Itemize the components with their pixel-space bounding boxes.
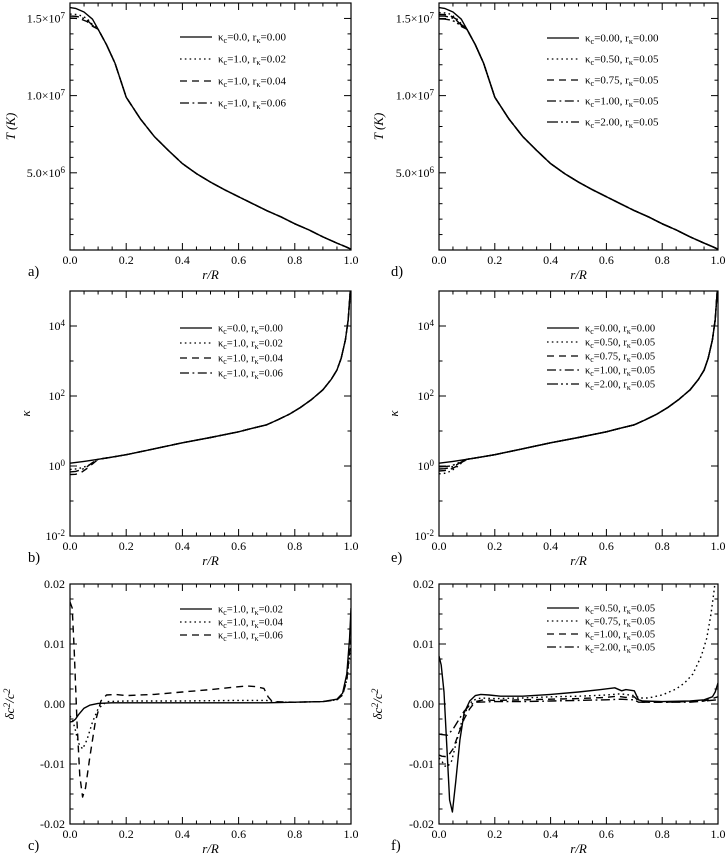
y-tick-label: -0.01 [409,757,434,771]
y-tick-label: $1.5\times 10^7$ [26,10,65,26]
panel-a-temperature-chart [0,0,363,288]
x-tick-label: 0.4 [543,539,559,553]
legend-label: $\kappa_c=1.0$, $r_\kappa=0.06$ [218,97,286,111]
axis-box [439,584,718,824]
x-tick-label: 1.0 [710,539,726,553]
y-tick-label: 0.02 [44,577,65,591]
x-tick-label: 0.4 [543,827,559,841]
curve-dotted [70,14,351,249]
x-tick-label: 0.0 [431,253,447,267]
curve-dashed [70,18,351,249]
legend-label: $\kappa_c=1.0$, $r_\kappa=0.02$ [218,53,286,67]
legend-label: $\kappa_c=1.00$, $r_\kappa=0.05$ [585,629,656,642]
x-axis-label: r/R [202,267,219,282]
y-tick-label: $5.0\times 10^6$ [26,164,65,180]
x-tick-label: 0.0 [431,827,447,841]
x-tick-label: 0.6 [231,539,247,553]
y-axis-label: T (K) [3,112,18,141]
curve-dashdot [439,699,718,735]
y-tick-label: $1.5\times 10^7$ [395,10,434,26]
x-tick-label: 0.8 [287,827,303,841]
panel-letter: c) [28,838,40,854]
panel-letter: b) [28,550,41,566]
y-tick-label: 0.00 [44,697,65,711]
y-tick-label: -0.01 [40,757,65,771]
x-tick-label: 0.6 [231,827,247,841]
panel-d-temperature-chart [363,0,727,288]
y-axis-label: κ [386,410,401,417]
y-tick-label: $10^{-2}$ [414,528,434,543]
x-tick-label: 0.8 [654,253,670,267]
panel-letter: f) [391,838,401,854]
curve-dotted [70,644,351,749]
legend-label: $\kappa_c=0.50$, $r_\kappa=0.05$ [585,337,656,350]
legend-label: $\kappa_c=0.00$, $r_\kappa=0.00$ [585,32,659,46]
curve-solid [439,656,718,812]
legend-label: $\kappa_c=1.0$, $r_\kappa=0.04$ [218,353,283,366]
x-tick-label: 0.8 [287,253,303,267]
x-tick-label: 0.6 [598,827,614,841]
panel-e-opacity-chart [363,288,727,576]
legend-label: $\kappa_c=1.0$, $r_\kappa=0.02$ [218,338,283,351]
x-tick-label: 0.2 [118,827,134,841]
y-tick-label: 0.01 [413,637,434,651]
x-axis-label: r/R [570,267,587,282]
x-tick-label: 0.0 [62,253,78,267]
y-tick-label: $10^2$ [417,388,434,403]
x-tick-label: 0.4 [174,253,190,267]
x-axis-label: r/R [202,553,219,568]
x-tick-label: 0.2 [118,539,134,553]
x-tick-label: 1.0 [710,827,726,841]
curve-dashdot [439,288,718,469]
x-tick-label: 0.2 [487,539,503,553]
y-tick-label: $5.0\times 10^6$ [395,164,434,180]
y-axis-label: $\delta c^2/c^2$ [2,688,17,720]
curve-dashed [439,14,718,249]
curve-dotted [439,288,718,474]
legend-label: $\kappa_c=1.0$, $r_\kappa=0.02$ [218,604,283,617]
legend-label: $\kappa_c=1.0$, $r_\kappa=0.04$ [218,617,283,630]
x-axis-label: r/R [570,841,587,856]
curve-dotted [439,13,718,250]
y-tick-label: 0.02 [413,577,434,591]
curve-dashdot [70,288,351,472]
x-tick-label: 0.8 [654,539,670,553]
legend-label: $\kappa_c=0.75$, $r_\kappa=0.05$ [585,616,656,629]
y-tick-label: $10^0$ [48,458,65,473]
x-tick-label: 0.4 [543,253,559,267]
legend-label: $\kappa_c=1.00$, $r_\kappa=0.05$ [585,365,656,378]
x-tick-label: 0.2 [487,827,503,841]
x-tick-label: 1.0 [343,253,359,267]
curve-dotted [70,288,351,469]
y-axis-label: $\delta c^2/c^2$ [370,688,385,720]
x-tick-label: 0.2 [118,253,134,267]
y-tick-label: -0.02 [409,817,434,831]
panel-letter: d) [391,264,404,280]
x-tick-label: 0.4 [174,827,190,841]
axis-box [70,3,351,250]
curve-dashdot [439,16,718,249]
x-axis-label: r/R [202,841,219,856]
panel-c-soundspeed-chart [0,576,363,864]
y-axis-label: κ [18,410,33,417]
legend-label: $\kappa_c=1.0$, $r_\kappa=0.04$ [218,75,286,89]
legend-label: $\kappa_c=0.50$, $r_\kappa=0.05$ [585,603,656,616]
legend-label: $\kappa_c=2.00$, $r_\kappa=0.05$ [585,642,656,655]
axis-box [70,584,351,824]
y-tick-label: $10^0$ [417,458,434,473]
x-tick-label: 1.0 [710,253,726,267]
axis-box [439,3,718,250]
curve-solid [70,608,351,722]
curve-dashed [70,288,351,475]
panel-letter: a) [28,264,40,280]
legend-label: $\kappa_c=0.0$, $r_\kappa=0.00$ [218,323,283,336]
x-tick-label: 0.6 [598,539,614,553]
y-tick-label: $10^4$ [417,318,434,333]
panel-b-opacity-chart [0,288,363,576]
y-tick-label: 0.00 [413,697,434,711]
legend-label: $\kappa_c=0.75$, $r_\kappa=0.05$ [585,74,659,88]
x-tick-label: 0.8 [287,539,303,553]
curve-dashdotdot [439,19,718,249]
y-tick-label: $10^2$ [48,388,65,403]
legend-label: $\kappa_c=1.0$, $r_\kappa=0.06$ [218,368,283,381]
x-tick-label: 1.0 [343,539,359,553]
x-tick-label: 1.0 [343,827,359,841]
x-tick-label: 0.2 [487,253,503,267]
x-tick-label: 0.6 [598,253,614,267]
y-tick-label: 0.01 [44,637,65,651]
legend-label: $\kappa_c=1.0$, $r_\kappa=0.06$ [218,630,283,643]
curve-solid [439,8,718,250]
x-tick-label: 0.0 [62,827,78,841]
legend-label: $\kappa_c=0.50$, $r_\kappa=0.05$ [585,53,659,67]
y-tick-label: $10^4$ [48,318,65,333]
legend-label: $\kappa_c=0.0$, $r_\kappa=0.00$ [218,31,286,45]
x-tick-label: 0.0 [62,539,78,553]
panel-f-soundspeed-chart [363,576,727,864]
x-tick-label: 0.8 [654,827,670,841]
x-tick-label: 0.6 [231,253,247,267]
x-tick-label: 0.4 [174,539,190,553]
curve-dashed [439,696,718,757]
curve-dashed [439,288,718,471]
legend-label: $\kappa_c=0.75$, $r_\kappa=0.05$ [585,351,656,364]
panel-letter: e) [391,550,403,566]
y-tick-label: $1.0\times 10^7$ [26,87,65,103]
curve-solid [70,8,351,250]
curve-dashdot [70,16,351,249]
legend-label: $\kappa_c=0.00$, $r_\kappa=0.00$ [585,323,656,336]
curve-dashdotdot [439,288,718,467]
y-tick-label: $10^{-2}$ [45,528,65,543]
curve-dotted [439,581,715,767]
legend-label: $\kappa_c=2.00$, $r_\kappa=0.05$ [585,116,659,130]
y-tick-label: $1.0\times 10^7$ [395,87,434,103]
legend-label: $\kappa_c=2.00$, $r_\kappa=0.05$ [585,379,656,392]
legend-label: $\kappa_c=1.00$, $r_\kappa=0.05$ [585,95,659,109]
y-tick-label: -0.02 [40,817,65,831]
x-axis-label: r/R [570,553,587,568]
x-tick-label: 0.0 [431,539,447,553]
curve-dashed [70,602,351,797]
y-axis-label: T (K) [371,112,386,141]
